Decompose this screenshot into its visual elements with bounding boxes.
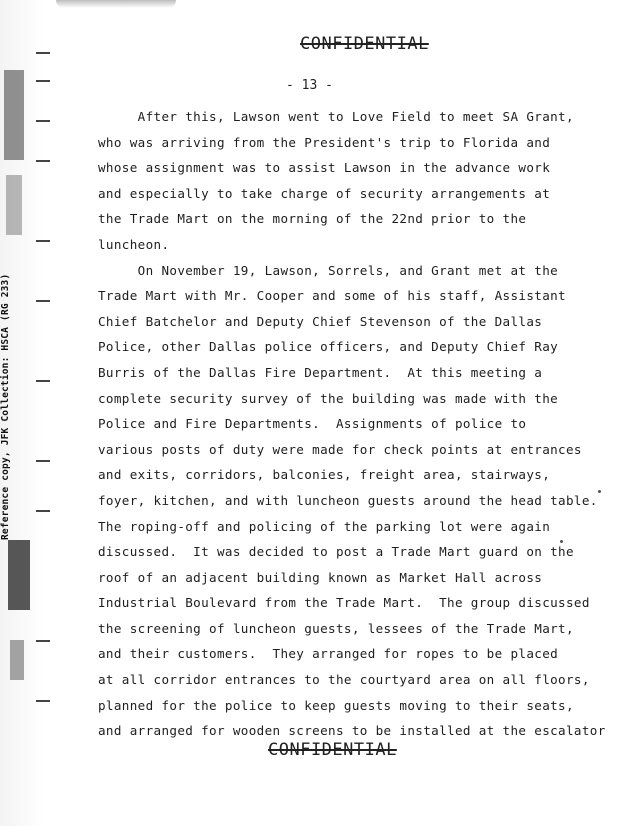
registration-marks [36, 40, 52, 760]
text-line: at all corridor entrances to the courtyard area on all floors, [98, 672, 590, 688]
page-number: - 13 - [286, 78, 333, 93]
text-line: various posts of duty were made for check points at entrances [98, 441, 582, 457]
text-line: and their customers. They arranged for ropes to be placed [98, 646, 559, 662]
text-line: the screening of luncheon guests, lessees of the Trade Mart, [98, 620, 574, 636]
confidential-footer: CONFIDENTIAL [268, 740, 397, 760]
text-line: and especially to take charge of security arrangements at [98, 185, 551, 201]
text-line: roof of an adjacent building known as Market Hall across [98, 569, 543, 585]
text-line: Chief Batchelor and Deputy Chief Stevenson of the Dallas [98, 313, 543, 329]
text-line: The roping-off and policing of the parking lot were again [98, 518, 551, 534]
text-line: Industrial Boulevard from the Trade Mart. The group discussed [98, 595, 590, 611]
text-line: who was arriving from the President's trip to Florida and [98, 134, 551, 150]
scan-smudge [56, 0, 176, 8]
text-line: On November 19, Lawson, Sorrels, and Grant met at the [98, 262, 559, 278]
confidential-header: CONFIDENTIAL [300, 34, 429, 54]
text-line: discussed. It was decided to post a Trade Mart guard on the [98, 544, 574, 560]
text-line: and exits, corridors, balconies, freight area, stairways, [98, 467, 551, 483]
text-line: foyer, kitchen, and with luncheon guests around the head table. [98, 492, 598, 508]
text-line: Trade Mart with Mr. Cooper and some of his staff, Assistant [98, 288, 566, 304]
text-line: planned for the police to keep guests moving to their seats, [98, 697, 574, 713]
text-line: the Trade Mart on the morning of the 22nd prior to the [98, 211, 527, 227]
text-line: complete security survey of the building was made with the [98, 390, 559, 406]
text-line: Police, other Dallas police officers, and Deputy Chief Ray [98, 339, 559, 355]
text-line: Burris of the Dallas Fire Department. At this meeting a [98, 364, 543, 380]
text-line: and arranged for wooden screens to be installed at the escalator [98, 723, 606, 739]
text-line: whose assignment was to assist Lawson in the advance work [98, 160, 551, 176]
reference-copy-stamp: Reference copy, JFK Collection: HSCA (RG 233) [0, 273, 11, 540]
body-text [98, 104, 606, 744]
scan-speck [560, 540, 563, 543]
text-line: Police and Fire Departments. Assignments of police to [98, 416, 527, 432]
text-line: After this, Lawson went to Love Field to meet SA Grant, [98, 109, 574, 124]
scan-speck [598, 490, 601, 493]
text-line: luncheon. [98, 236, 170, 252]
